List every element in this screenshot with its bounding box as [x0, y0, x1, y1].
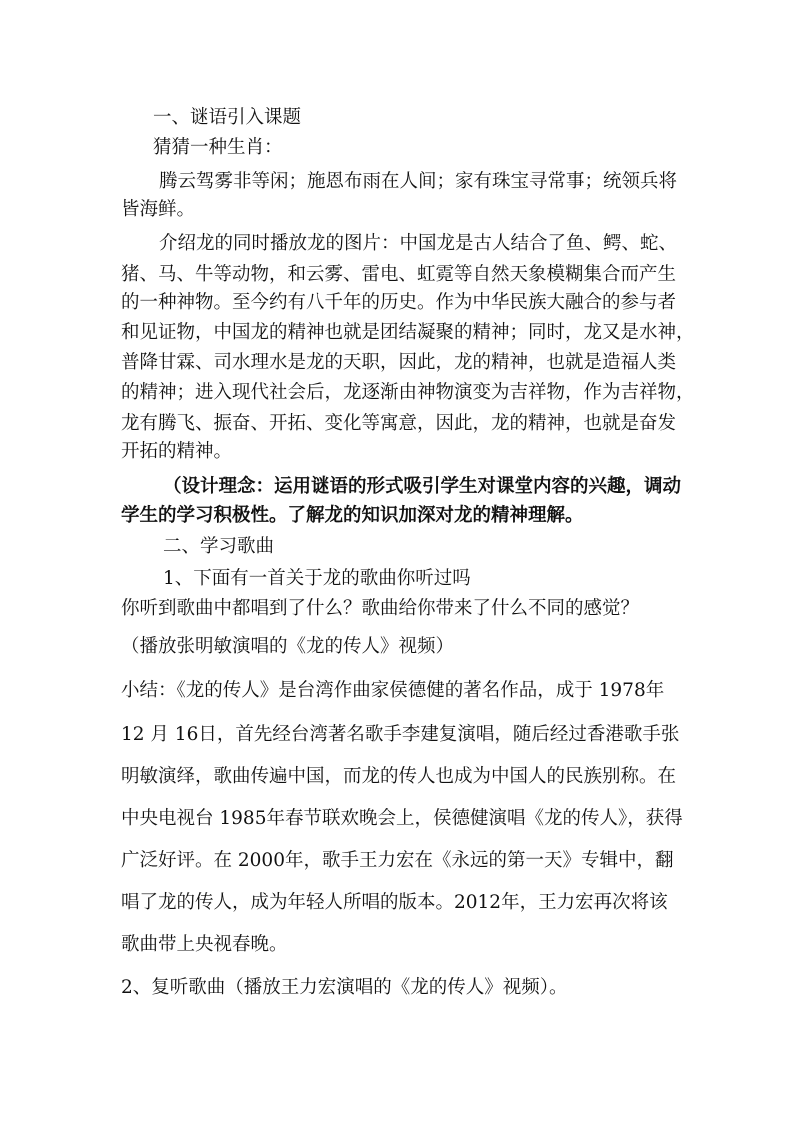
riddle-prompt: 猜猜一种生肖：: [153, 137, 283, 158]
question-2: 2、复听歌曲（播放王力宏演唱的《龙的传人》视频）。: [121, 977, 568, 998]
summary-line: 中央电视台 1985年春节联欢晚会上，侯德健演唱《龙的传人》，获得: [121, 808, 683, 829]
intro-line: 介绍龙的同时播放龙的图片：中国龙是古人结合了鱼、鳄、蛇、: [159, 233, 678, 254]
summary-line: 小结：《龙的传人》是台湾作曲家侯德健的著名作品，成于 1978年: [121, 680, 665, 701]
intro-line: 的精神；进入现代社会后，龙逐渐由神物演变为吉祥物，作为吉祥物，: [121, 382, 695, 403]
intro-line: 普降甘霖、司水理水是龙的天职，因此，龙的精神，也就是造福人类: [121, 352, 677, 373]
section2-heading: 二、学习歌曲: [163, 536, 275, 557]
summary-line: 广泛好评。在 2000年，歌手王力宏在《永远的第一天》专辑中，翻: [121, 850, 674, 871]
question-1: 1、下面有一首关于龙的歌曲你听过吗: [163, 568, 471, 589]
video-note-1: （播放张明敏演唱的《龙的传人》视频）: [121, 636, 455, 657]
summary-line: 明敏演绎，歌曲传遍中国，而龙的传人也成为中国人的民族别称。在: [121, 766, 677, 787]
intro-line: 龙有腾飞、振奋、开拓、变化等寓意，因此，龙的精神，也就是奋发: [121, 413, 677, 434]
summary-line: 歌曲带上央视春晚。: [121, 934, 288, 955]
question-1b: 你听到歌曲中都唱到了什么？歌曲给你带来了什么不同的感觉？: [121, 598, 640, 619]
section1-heading: 一、谜语引入课题: [153, 107, 302, 128]
intro-line: 和见证物，中国龙的精神也就是团结凝聚的精神；同时，龙又是水神，: [121, 322, 695, 343]
riddle-line: 皆海鲜。: [121, 199, 196, 220]
intro-line: 开拓的精神。: [121, 441, 233, 462]
design-note-line: 学生的学习积极性。了解龙的知识加深对龙的精神理解。: [121, 505, 584, 526]
intro-line: 猪、马、牛等动物，和云雾、雷电、虹霓等自然天象模糊集合而产生: [121, 264, 677, 285]
intro-line: 的一种神物。至今约有八千年的历史。作为中华民族大融合的参与者: [121, 292, 677, 313]
summary-line: 12 月 16日，首先经台湾著名歌手李建复演唱，随后经过香港歌手张: [121, 724, 680, 745]
design-note-line: （设计理念：运用谜语的形式吸引学生对课堂内容的兴趣，调动: [163, 476, 682, 497]
summary-line: 唱了龙的传人，成为年轻人所唱的版本。2012年，王力宏再次将该: [121, 892, 668, 913]
riddle-line: 腾云驾雾非等闲；施恩布雨在人间；家有珠宝寻常事；统领兵将: [159, 171, 678, 192]
